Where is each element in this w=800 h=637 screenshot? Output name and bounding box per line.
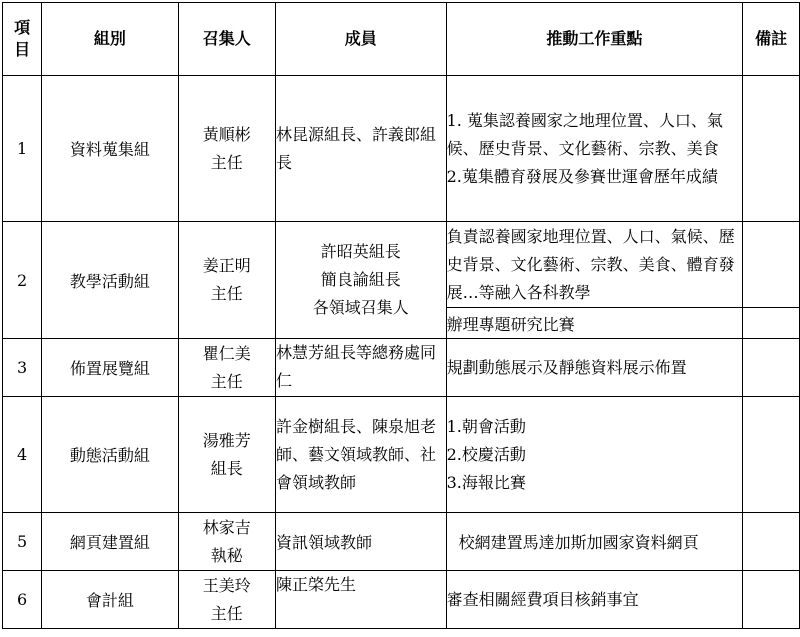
row-number: 1 bbox=[3, 76, 42, 222]
row-remarks bbox=[743, 339, 800, 397]
header-remarks: 備註 bbox=[743, 3, 800, 76]
row-convener: 瞿仁美 主任 bbox=[178, 339, 275, 397]
row-remarks bbox=[743, 397, 800, 513]
row-work: 負責認養國家地理位置、人口、氣候、歷史背景、文化藝術、宗教、美食、體育發展…等融入各科教學 bbox=[446, 222, 743, 308]
header-members: 成員 bbox=[275, 3, 446, 76]
row-members: 資訊領域教師 bbox=[275, 513, 446, 571]
row-members: 林昆源組長、許義郎組長 bbox=[275, 76, 446, 222]
task-table bbox=[2, 2, 800, 629]
header-item: 項 目 bbox=[3, 3, 42, 76]
header-convener: 召集人 bbox=[178, 3, 275, 76]
row-remarks-secondary bbox=[743, 308, 800, 339]
row-members: 許金樹組長、陳泉旭老師、藝文領域教師、社會領域教師 bbox=[275, 397, 446, 513]
row-group: 資料蒐集組 bbox=[42, 76, 178, 222]
row-work: 規劃動態展示及靜態資料展示佈置 bbox=[446, 339, 743, 397]
row-number: 3 bbox=[3, 339, 42, 397]
row-remarks bbox=[743, 571, 800, 629]
row-work-secondary: 辦理專題研究比賽 bbox=[446, 308, 743, 339]
row-remarks bbox=[743, 513, 800, 571]
row-work: 校網建置馬達加斯加國家資料網頁 bbox=[446, 513, 743, 571]
header-group: 組別 bbox=[42, 3, 178, 76]
row-number: 2 bbox=[3, 222, 42, 339]
row-work: 1. 蒐集認養國家之地理位置、人口、氣候、歷史背景、文化藝術、宗教、美食 2.蒐集體育發展及參賽世運會歷年成績 bbox=[446, 76, 743, 222]
table-row bbox=[3, 513, 800, 571]
header-work: 推動工作重點 bbox=[446, 3, 743, 76]
table-row bbox=[3, 397, 800, 513]
row-number: 6 bbox=[3, 571, 42, 629]
row-group: 動態活動組 bbox=[42, 397, 178, 513]
row-group: 會計組 bbox=[42, 571, 178, 629]
row-members: 林慧芳組長等總務處同仁 bbox=[275, 339, 446, 397]
table-row bbox=[3, 571, 800, 629]
table-row bbox=[3, 76, 800, 222]
row-work: 審查相關經費項目核銷事宜 bbox=[446, 571, 743, 629]
row-convener: 林家吉 執秘 bbox=[178, 513, 275, 571]
row-convener: 湯雅芳 組長 bbox=[178, 397, 275, 513]
row-convener: 黃順彬 主任 bbox=[178, 76, 275, 222]
row-remarks bbox=[743, 222, 800, 308]
row-group: 佈置展覽組 bbox=[42, 339, 178, 397]
row-group: 網頁建置組 bbox=[42, 513, 178, 571]
table-row bbox=[3, 339, 800, 397]
row-remarks bbox=[743, 76, 800, 222]
row-group: 教學活動組 bbox=[42, 222, 178, 339]
row-members: 陳正棨先生 bbox=[275, 571, 446, 629]
row-number: 5 bbox=[3, 513, 42, 571]
table-row bbox=[3, 222, 800, 308]
header-row bbox=[3, 3, 800, 76]
row-convener: 姜正明 主任 bbox=[178, 222, 275, 339]
row-members: 許昭英組長 簡良諭組長 各領域召集人 bbox=[275, 222, 446, 339]
row-work: 1.朝會活動 2.校慶活動 3.海報比賽 bbox=[446, 397, 743, 513]
row-convener: 王美玲 主任 bbox=[178, 571, 275, 629]
row-number: 4 bbox=[3, 397, 42, 513]
